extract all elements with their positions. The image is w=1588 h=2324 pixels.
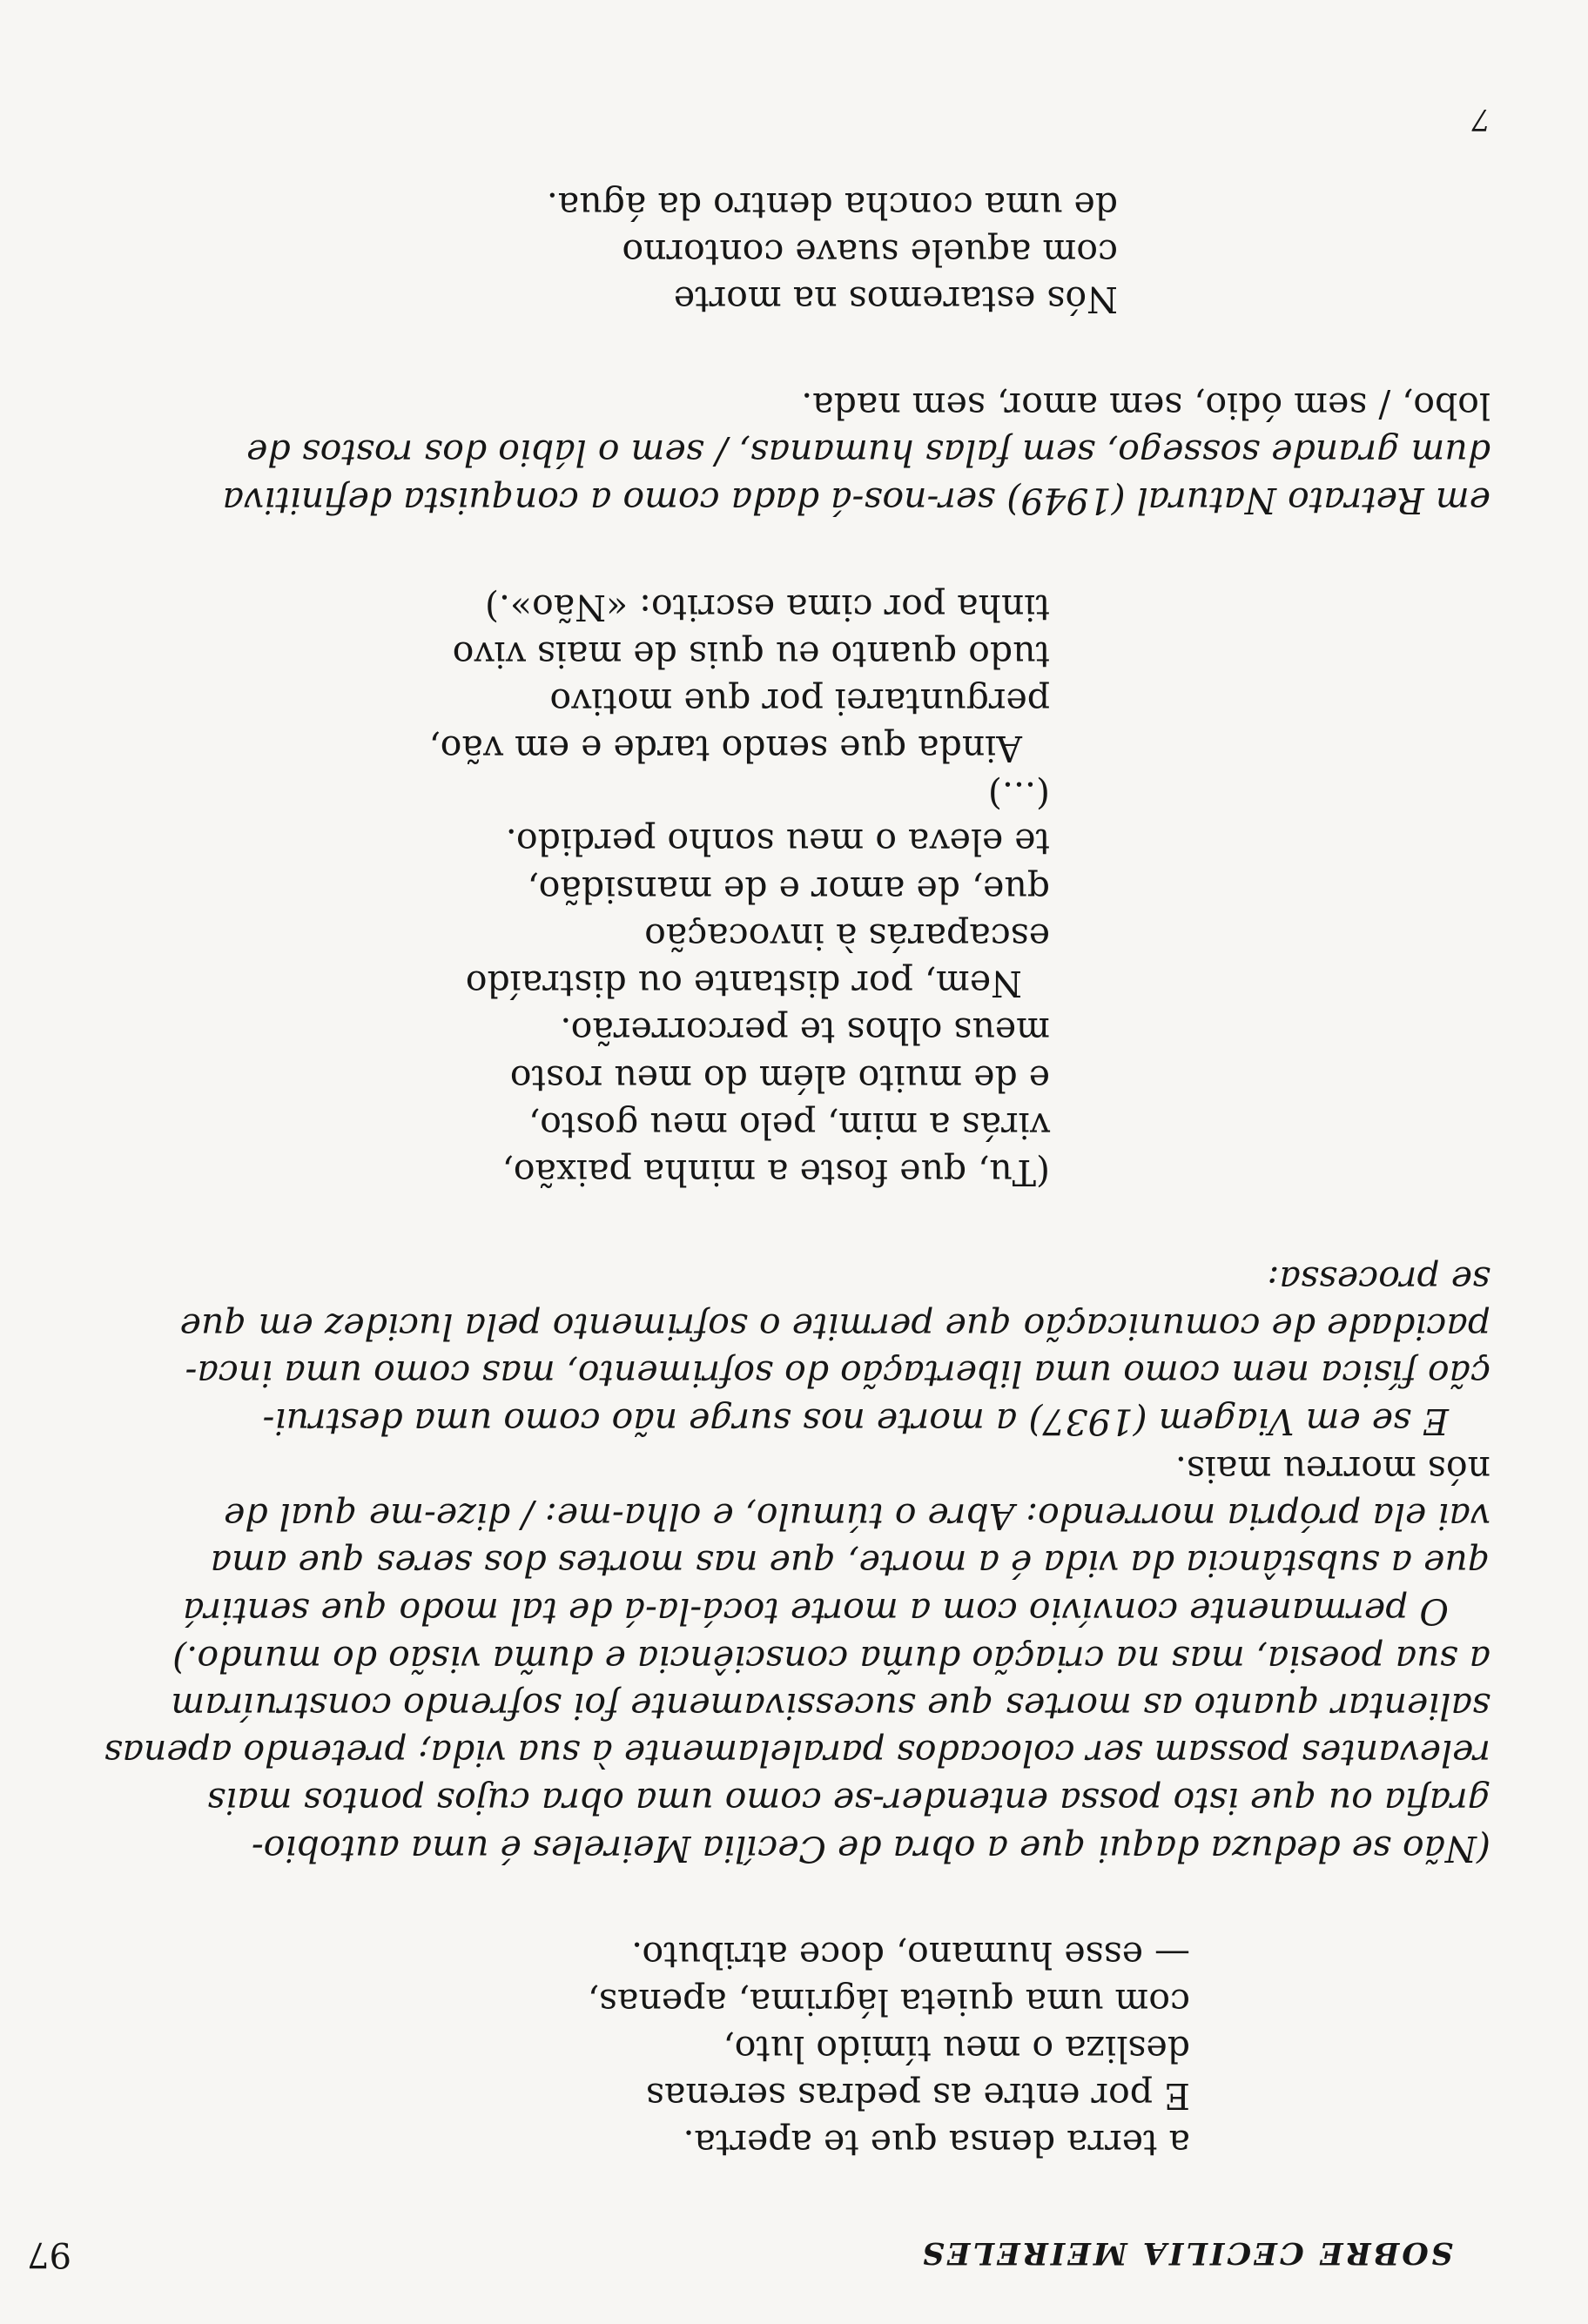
poem-line: e de muito além do meu rosto <box>509 1058 1050 1099</box>
paragraph-line: grafia ou que isto possa entender-se como uma obra cujos pontos mais <box>206 1780 1490 1822</box>
poem-line: com aquele suave contorno <box>622 232 1118 273</box>
poem-line: — esse humano, doce atributo. <box>631 1934 1190 1976</box>
footer-mark: 7 <box>1471 102 1490 137</box>
paragraph-line: vai ela própria morrendo: Abre o túmulo, e olha-me: / dize-me qual de <box>224 1495 1490 1537</box>
poem-line: E por entre as pedras serenas <box>645 2075 1190 2117</box>
poem-line: a terra densa que te aperta. <box>683 2122 1190 2164</box>
poem-line: que, de amor e de mansidão, <box>527 869 1050 910</box>
poem-line: meus olhos te percorrerão. <box>560 1010 1050 1051</box>
paragraph-line: salientar quanto as mortes que sucessivamente foi sofrendo construíram <box>171 1685 1490 1727</box>
poem-line: Nós estaremos na morte <box>673 279 1118 320</box>
paragraph-line: que a substância da vida é a morte, que nas mortes dos seres que ama <box>210 1542 1490 1584</box>
poem-line: (...) <box>987 774 1050 816</box>
poem-line: perguntarei por que motivo <box>549 681 1050 722</box>
paragraph-line: nós morreu mais. <box>1174 1448 1490 1490</box>
poem-line: tudo quanto eu quis de mais vivo <box>452 634 1050 675</box>
paragraph-line: O permanente convívio com a morte tocá-la-á de tal modo que sentirá <box>183 1590 1449 1632</box>
poem-line: virás a mim, pelo meu gosto, <box>528 1105 1050 1146</box>
poem-line: escaparás à invocação <box>644 916 1050 957</box>
paragraph-line: lobo, / sem ódio, sem amor, sem nada. <box>801 385 1490 427</box>
paragraph-line: pacidade de comunicação que permite o sofrimento pela lucidez em que <box>179 1306 1490 1347</box>
running-title: SOBRE CECILIA MEIRELES <box>919 2235 1453 2271</box>
paragraph-line: se processa: <box>1267 1259 1490 1300</box>
paragraph-line: relevantes possam ser colocados paralelamente à sua vida; pretendo apenas <box>104 1732 1490 1774</box>
page-number: 97 <box>27 2234 71 2274</box>
paragraph-line: a sua poesia, mas na criação dum̃a consciência e dum̃a visão do mundo.) <box>172 1638 1490 1680</box>
paragraph-line: em Retrato Natural (1949) ser-nos-á dada como a conquista definitiva <box>222 480 1490 521</box>
paragraph-line: E se em Viagem (1937) a morte nos surge não como uma destrui- <box>262 1400 1449 1442</box>
poem-line: com uma quieta lágrima, apenas, <box>587 1981 1190 2023</box>
poem-line: (Tu, que foste a minha paixão, <box>501 1152 1050 1193</box>
poem-line: tinha por cima escrito: «Não».) <box>484 587 1050 628</box>
poem-line: te eleva o meu sonho perdido. <box>505 821 1050 863</box>
paragraph-line: ção física nem como uma libertação do sofrimento, mas como uma inca- <box>185 1353 1490 1394</box>
paragraph-line: dum grande sossego, sem falas humanas, / sem o lábio dos rostos de <box>246 432 1490 474</box>
paragraph-line: (Não se deduza daqui que a obra de Cecília Meireles é uma autobio- <box>251 1828 1490 1870</box>
poem-line: Ainda que sendo tarde e em vão, <box>428 728 1022 769</box>
poem-line: desliza o meu tímido luto, <box>723 2028 1190 2070</box>
poem-line: Nem, por distante ou distraído <box>465 963 1022 1004</box>
poem-line: de uma concha dentro da água. <box>546 185 1118 226</box>
